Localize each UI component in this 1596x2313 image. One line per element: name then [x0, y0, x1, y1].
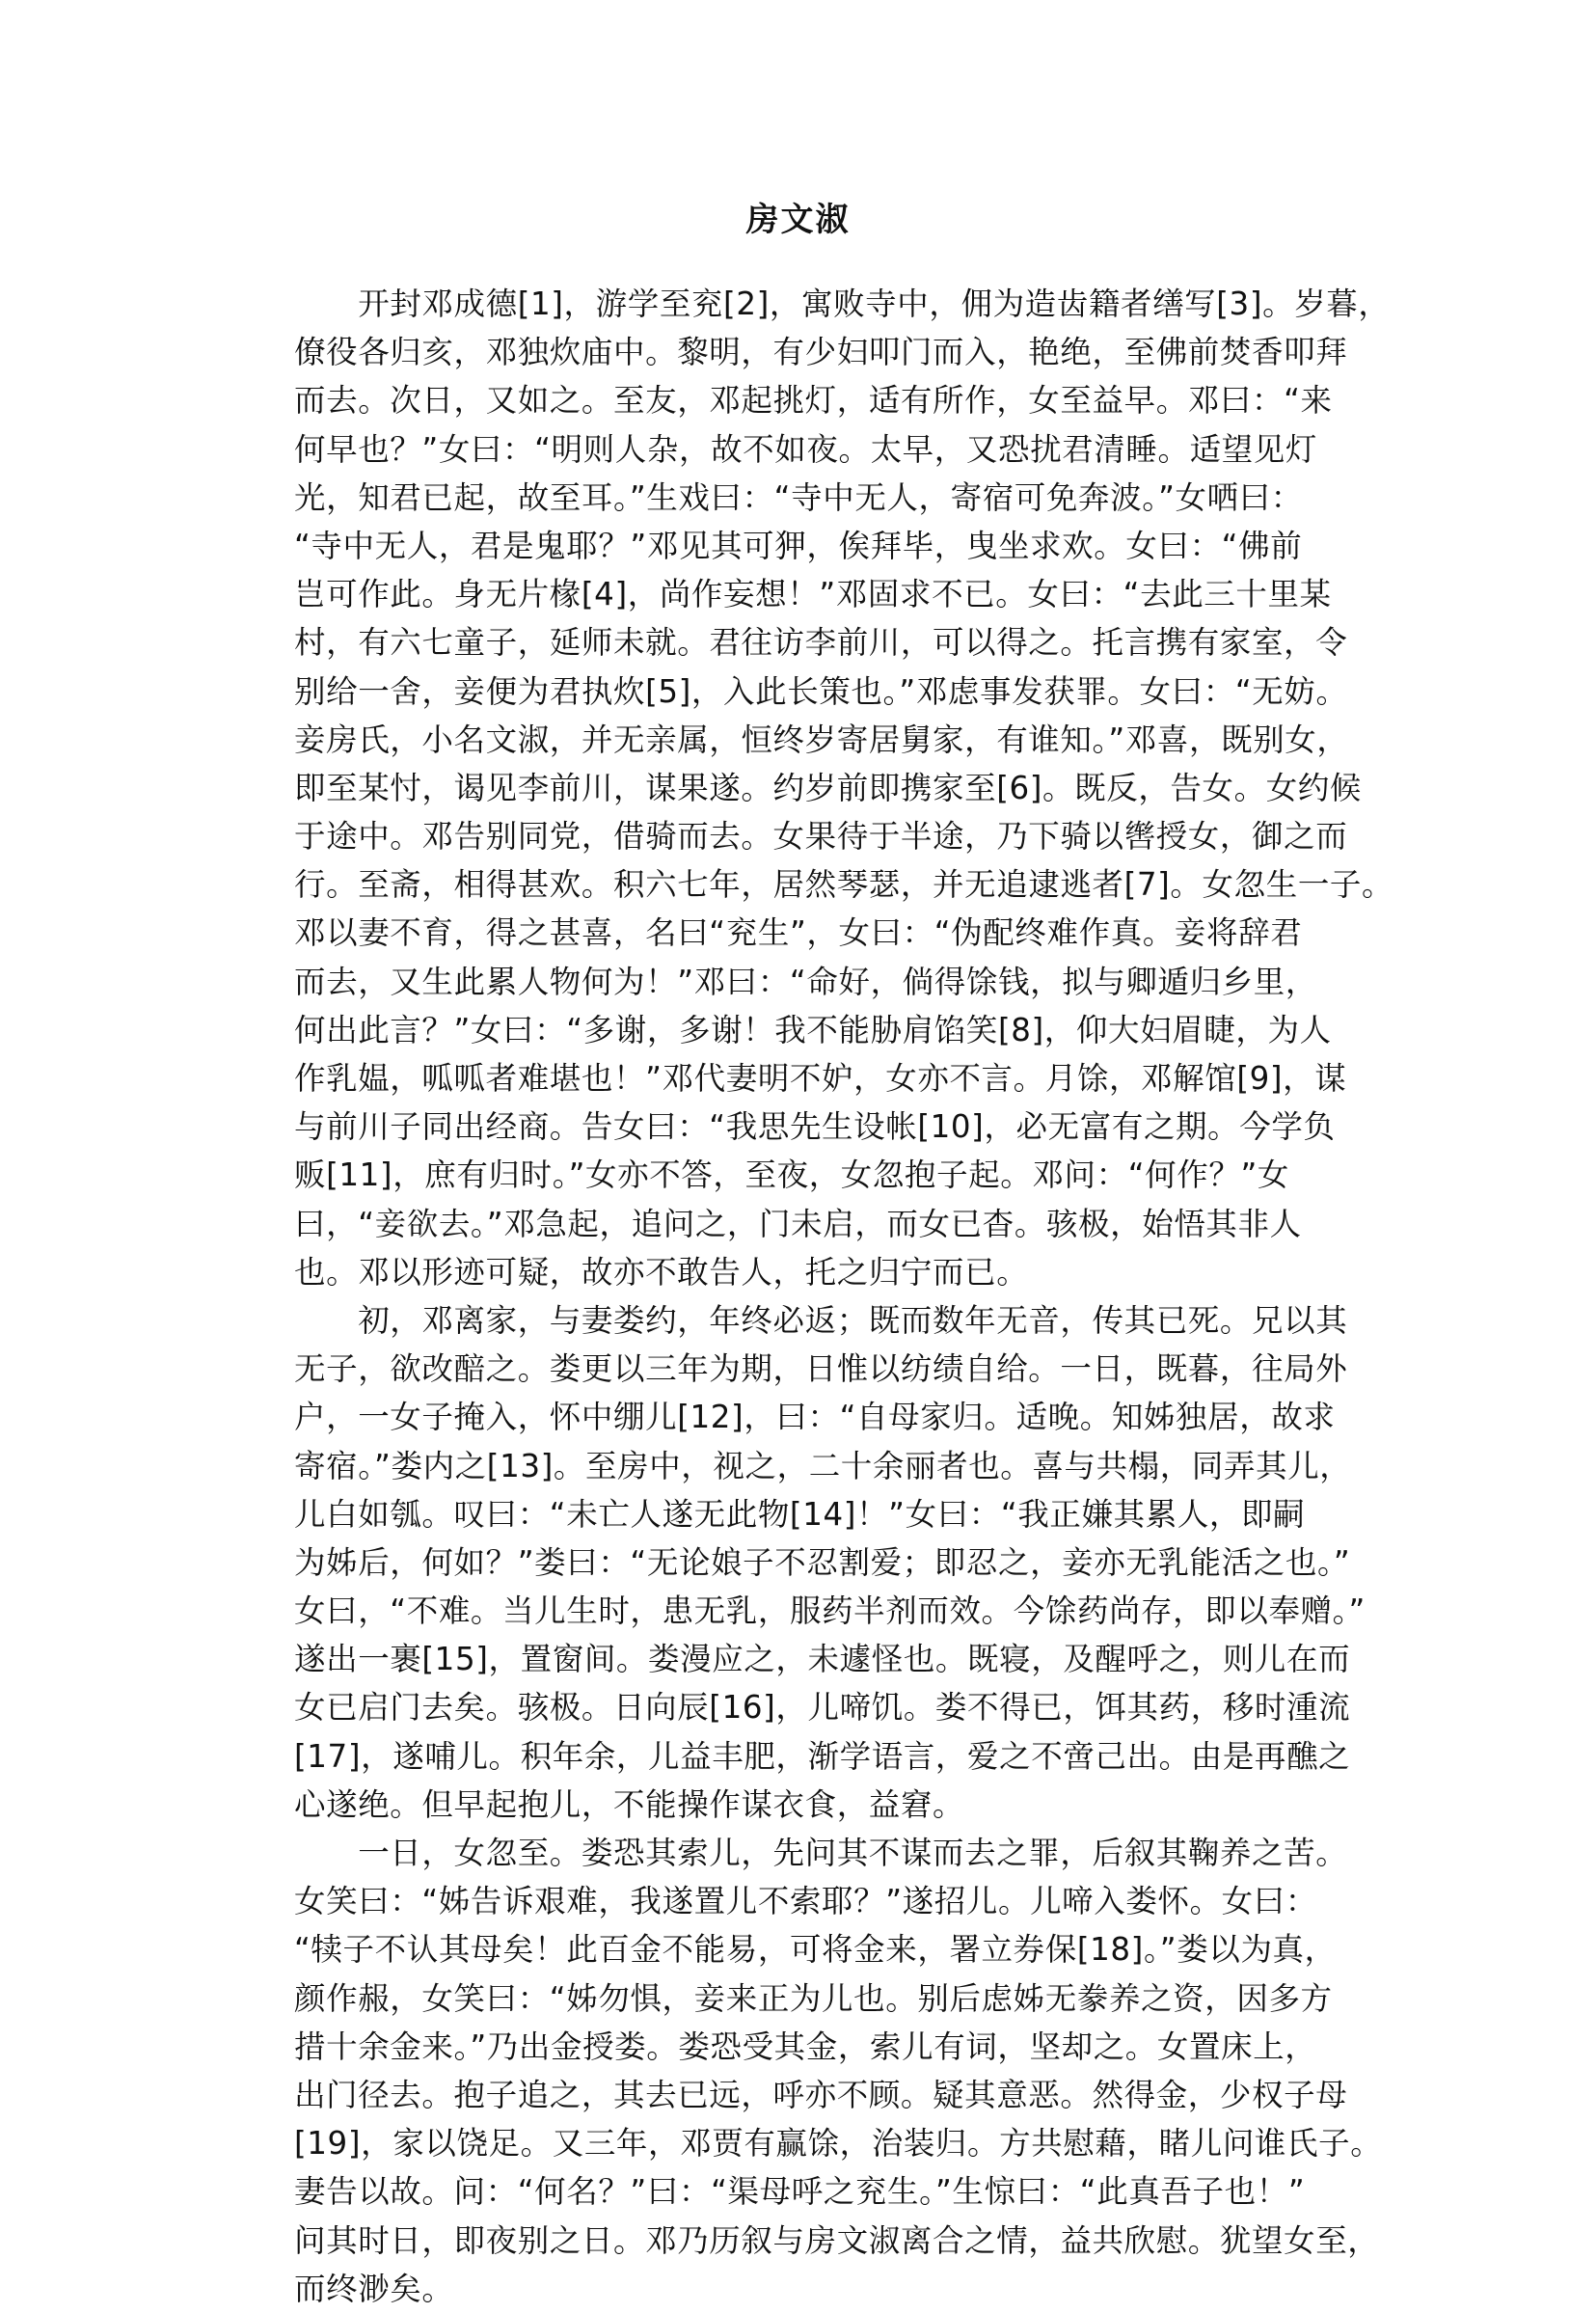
text-line: 女曰，“不难。当儿生时，患无乳，服药半剂而效。今馀药尚存，即以奉赠。”: [294, 1592, 1366, 1630]
text-line: 为姊后，何如？”娄曰：“无论娘子不忍割爱；即忍之，妾亦无乳能活之也。”: [294, 1543, 1351, 1581]
text-line: 也。邓以形迹可疑，故亦不敢告人，托之归宁而已。: [294, 1253, 1029, 1291]
text-line: 岂可作此。身无片椽[4]，尚作妄想！”邓固求不已。女曰：“去此三十里某: [294, 576, 1332, 613]
text-line: 村，有六七童子，延师未就。君往访李前川，可以得之。托言携有家室，令: [294, 624, 1348, 662]
document-title: 房文淑: [745, 201, 851, 239]
text-line: [17]，遂哺儿。积年余，儿益丰肥，渐学语言，爱之不啻己出。由是再醮之: [294, 1737, 1351, 1775]
text-line: 别给一舍，妾便为君执炊[5]，入此长策也。”邓虑事发获罪。女曰：“无妨。: [294, 672, 1348, 710]
text-line: 作乳媪，呱呱者难堪也！”邓代妻明不妒，女亦不言。月馀，邓解馆[9]，谋: [294, 1060, 1347, 1097]
text-line: 邓以妻不育，得之甚喜，名曰“兖生”，女曰：“伪配终难作真。妾将辞君: [294, 914, 1303, 952]
text-line: “寺中无人，君是鬼耶？”邓见其可狎，俟拜毕，曳坐求欢。女曰：“佛前: [294, 527, 1303, 564]
text-line: 儿白如瓠。叹曰：“未亡人遂无此物[14]！”女曰：“我正嫌其累人，即嗣: [294, 1495, 1306, 1533]
text-line: 妾房氏，小名文淑，并无亲属，恒终岁寄居舅家，有谁知。”邓喜，既别女，: [294, 721, 1349, 758]
text-line: 无子，欲改醅之。娄更以三年为期，日惟以纺绩自给。一日，既暮，往局外: [294, 1350, 1348, 1388]
text-line: 何出此言？”女曰：“多谢，多谢！我不能胁肩馅笑[8]，仰大妇眉睫，为人: [294, 1011, 1332, 1048]
paragraph: [294, 1296, 1374, 1829]
text-line: 即至某忖，谒见李前川，谋果遂。约岁前即携家至[6]。既反，告女。女约候: [294, 769, 1363, 806]
text-line: 行。至斋，相得甚欢。积六七年，居然琴瑟，并无追逮逃者[7]。女忽生一子。: [294, 866, 1394, 904]
text-line: [19]，家以饶足。又三年，邓贾有赢馀，治装归。方共慰藉，睹儿问谁氏子。: [294, 2125, 1383, 2163]
text-line: 出门径去。抱子追之，其去已远，呼亦不顾。疑其意恶。然得金，少权子母: [294, 2076, 1348, 2113]
text-line: 何早也？”女曰：“明则人杂，故不如夜。太早，又恐扰君清睡。适望见灯: [294, 430, 1317, 468]
text-line: 寄宿。”娄内之[13]。至房中，视之，二十余丽者也。喜与共榻，同弄其儿，: [294, 1447, 1352, 1484]
text-line: 女笑曰：“姊告诉艰难，我遂置儿不索耶？”遂招儿。儿啼入娄怀。女曰：: [294, 1883, 1317, 1920]
text-line: 心遂绝。但早起抱儿，不能操作谋衣食，益窘。: [294, 1785, 965, 1823]
text-line: 问其时日，即夜别之日。邓乃历叙与房文淑离合之情，益共欣慰。犹望女至，: [294, 2221, 1380, 2259]
text-line: 一日，女忽至。娄恐其索儿，先问其不谋而去之罪，后叙其鞠养之苦。: [294, 1835, 1348, 1871]
text-line: 初，邓离家，与妻娄约，年终必返；既而数年无音，传其已死。兄以其: [294, 1301, 1348, 1339]
text-line: 颜作赧，女笑曰：“姊勿惧，妾来正为儿也。别后虑姊无豢养之资，因多方: [294, 1979, 1333, 2017]
text-line: 与前川子同出经商。告女曰：“我思先生设帐[10]，必无富有之期。今学负: [294, 1108, 1336, 1146]
text-line: 于途中。邓告别同党，借骑而去。女果待于半途，乃下骑以辔授女，御之而: [294, 818, 1348, 856]
text-line: 而去。次日，又如之。至友，邓起挑灯，适有所作，女至益早。邓曰：“来: [294, 382, 1333, 420]
text-line: 贩[11]，庶有归时。”女亦不答，至夜，女忽抱子起。邓问：“何作？”女: [294, 1156, 1289, 1194]
text-line: 妻告以故。问：“何名？”曰：“渠母呼之兖生。”生惊曰：“此真吾子也！”: [294, 2173, 1306, 2211]
text-line: “犊子不认其母矣！此百金不能易，可将金来，署立券保[18]。”娄以为真，: [294, 1931, 1337, 1969]
text-line: 而去，又生此累人物何为！”邓曰：“命好，倘得馀钱，拟与卿遁归乡里，: [294, 963, 1317, 1000]
text-line: 而终渺矣。: [294, 2270, 454, 2307]
text-line: 措十余金来。”乃出金授娄。娄恐受其金，索儿有词，坚却之。女置床上，: [294, 2027, 1317, 2065]
document-body: [294, 280, 1394, 2313]
text-line: 女已启门去矣。骇极。日向辰[16]，儿啼饥。娄不得已，饵其药，移时湩流: [294, 1689, 1351, 1727]
text-line: 僚役各归亥，邓独炊庙中。黎明，有少妇叩门而入，艳绝，至佛前焚香叩拜: [294, 334, 1348, 371]
text-line: 开封邓成德[1]，游学至兖[2]，寓败寺中，佣为造齿籍者缮写[3]。岁暮，: [294, 286, 1391, 322]
paragraph: [294, 280, 1394, 1296]
paragraph: [294, 1829, 1383, 2313]
text-line: 遂出一裹[15]，置窗间。娄漫应之，未遽怪也。既寝，及醒呼之，则儿在而: [294, 1641, 1351, 1678]
text-line: 曰，“妾欲去。”邓急起，追问之，门未启，而女已杳。骇极，始悟其非人: [294, 1205, 1302, 1242]
text-line: 户，一女子掩入，怀中绷儿[12]，曰：“自母家归。适晚。知姊独居，故求: [294, 1399, 1336, 1436]
text-line: 光，知君已起，故至耳。”生戏曰：“寺中无人，寄宿可免奔波。”女哂曰：: [294, 478, 1303, 516]
